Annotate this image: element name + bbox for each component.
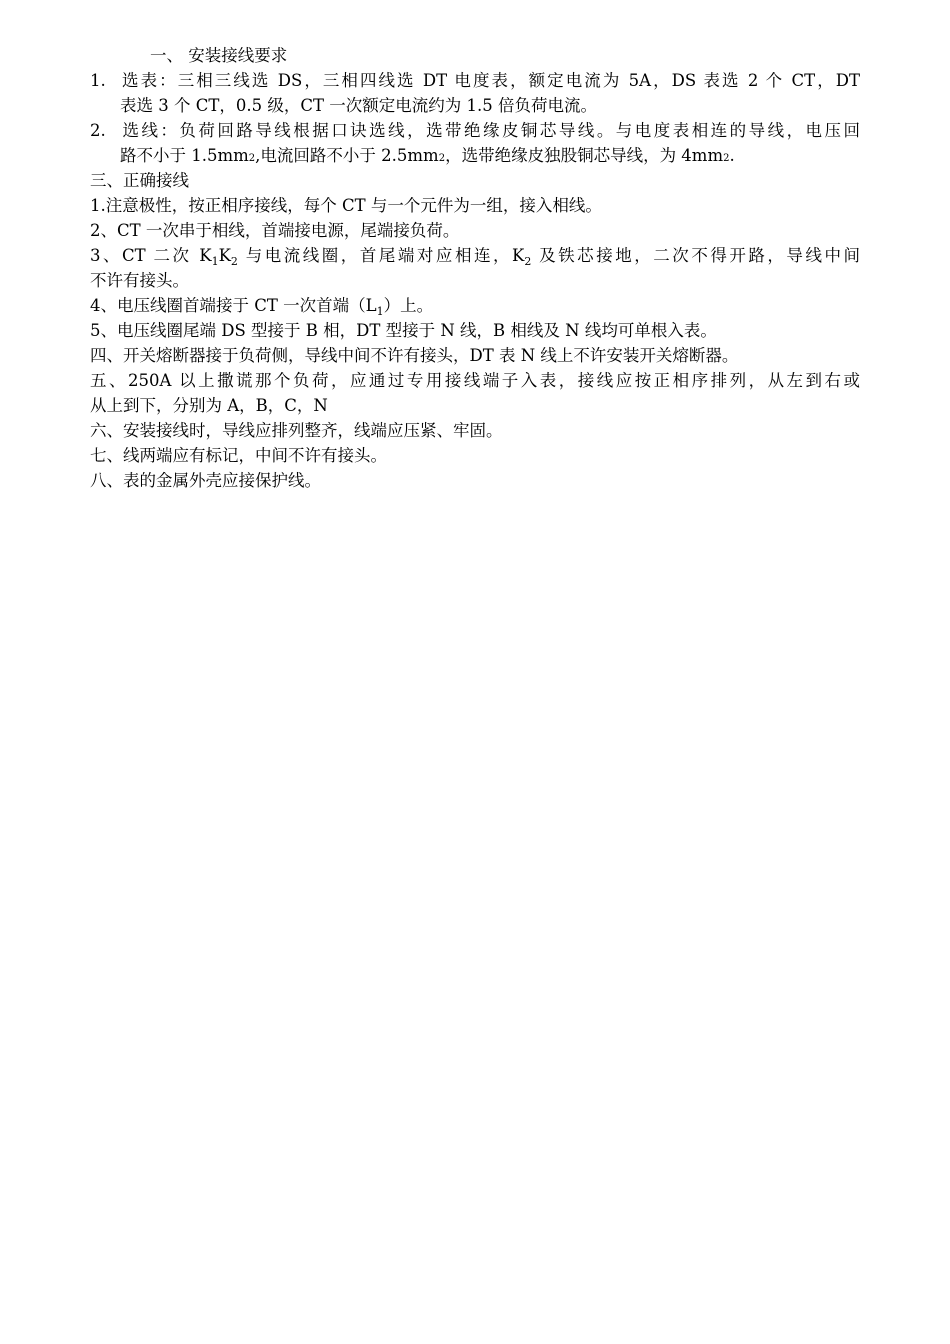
s3-3-text-a: 3、CT 二次 K [90, 246, 212, 265]
section3-item2: 2、CT 一次串于相线，首端接电源，尾端接负荷。 [90, 221, 460, 240]
item1-line1 [90, 71, 860, 91]
item2-text-line1: 选线：负荷回路导线根据口诀选线，选带绝缘皮铜芯导线。与电度表相连的导线，电压回 [120, 121, 860, 140]
s3-3-sub-1: 1 [211, 255, 219, 268]
heading-install-requirements: 一、 安装接线要求 [150, 46, 288, 65]
section6-text: 六、安装接线时，导线应排列整齐，线端应压紧、牢固。 [90, 421, 503, 440]
section4-text: 四、开关熔断器接于负荷侧，导线中间不许有接头，DT 表 N 线上不许安装开关熔断器。 [90, 346, 739, 365]
section5-line2: 从上到下，分别为 A，B，C，N [90, 396, 328, 415]
item1-line2: 表选 3 个 CT，0.5 级，CT 一次额定电流约为 1.5 倍负荷电流。 [120, 96, 597, 115]
s3-3-sub-3: 2 [524, 255, 532, 268]
section3-item3-line1 [90, 246, 860, 266]
section7-text: 七、线两端应有标记，中间不许有接头。 [90, 446, 387, 465]
item2-text-c: ，选带绝缘皮独股铜芯导线，为 4mm [445, 146, 724, 165]
section3-item5: 5、电压线圈尾端 DS 型接于 B 相，DT 型接于 N 线，B 相线及 N 线均可单根入表。 [90, 321, 717, 340]
section3-item3-line2: 不许有接头。 [90, 271, 189, 290]
item2-sup-1: 2 [248, 153, 256, 164]
s3-3-sub-2: 2 [230, 255, 238, 268]
s3-3-text-c: 与电流线圈，首尾端对应相连，K [237, 246, 525, 265]
s3-3-text-d: 及铁芯接地，二次不得开路，导线中间 [531, 246, 861, 265]
item2-sup-3: 2 [723, 153, 730, 164]
s3-4-text-a: 4、电压线圈首端接于 CT 一次首端（L [90, 296, 377, 315]
item2-text-a: 路不小于 1.5mm [120, 146, 249, 165]
item2-sup-2: 2 [438, 153, 446, 164]
s3-4-sub: 1 [376, 305, 384, 318]
section3-item4 [90, 296, 860, 316]
item2-line2 [120, 146, 860, 166]
item2-text-d: . [729, 146, 735, 165]
section5-line1: 五、250A 以上撒谎那个负荷，应通过专用接线端子入表，接线应按正相序排列，从左到右或 [90, 371, 860, 390]
s3-3-text-b: K [218, 246, 231, 265]
item1-number: 1. [90, 71, 106, 90]
s3-4-text-b: ）上。 [383, 296, 434, 315]
item2-line1 [90, 121, 860, 141]
item1-text-line1: 选表：三相三线选 DS，三相四线选 DT 电度表，额定电流为 5A，DS 表选 2 个 CT，DT [120, 71, 860, 90]
section3-heading: 三、正确接线 [90, 171, 189, 190]
section8-text: 八、表的金属外壳应接保护线。 [90, 471, 321, 490]
item2-number: 2. [90, 121, 106, 140]
section3-item1: 1.注意极性，按正相序接线，每个 CT 与一个元件为一组，接入相线。 [90, 196, 602, 215]
item2-text-b: ,电流回路不小于 2.5mm [255, 146, 439, 165]
